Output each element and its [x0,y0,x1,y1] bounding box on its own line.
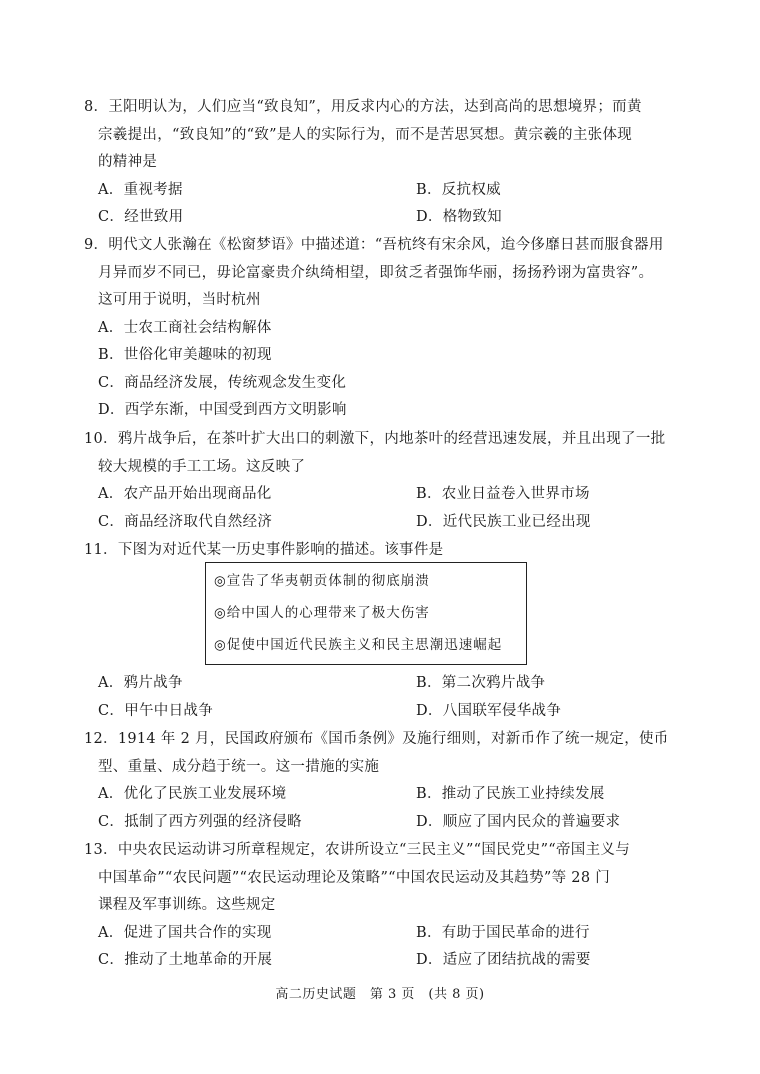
question-8-option-d[interactable]: D．格物致知 [416,209,502,225]
question-12-option-a[interactable]: A．优化了民族工业发展环境 [98,786,287,802]
question-9-option-c[interactable]: C．商品经济发展，传统观念发生变化 [98,374,347,391]
question-13-options-row-2 [98,947,688,975]
question-13-options-row-1 [98,920,688,948]
question-12-option-d[interactable]: D．顺应了国内民众的普遍要求 [416,813,621,830]
question-8 [84,94,688,232]
question-9-option-row-b [98,342,688,370]
question-13-option-a[interactable]: A．促进了国共合作的实现 [98,924,272,941]
question-9-line-2: 月异而岁不同已，毋论富豪贵介纨绮相望，即贫乏者强饰华丽，扬扬矜诩为富贵容”。 [98,264,654,281]
question-11-options-row-2 [98,698,688,726]
question-10-option-d[interactable]: D．近代民族工业已经出现 [416,513,591,530]
question-12-options-row-2 [98,809,688,837]
question-10-option-b[interactable]: B．农业日益卷入世界市场 [416,486,590,502]
question-13-option-c[interactable]: C．推动了土地革命的开展 [98,952,273,968]
page-footer: 高二历史试题 第 3 页 (共 8 页) [275,987,485,1002]
question-12-options-row-1 [98,781,688,809]
question-13-option-b[interactable]: B．有助于国民革命的进行 [416,924,590,941]
question-10-option-a[interactable]: A．农产品开始出现商品化 [98,486,272,502]
question-8-options-row-2 [98,204,688,232]
question-9-option-row-d [98,397,688,425]
question-12-option-c[interactable]: C．抵制了西方列强的经济侵略 [98,813,302,830]
question-11-line-1: 11．下图为对近代某一历史事件影响的描述。该事件是 [84,542,444,558]
question-11-figure-box [205,562,527,665]
figure-box-item-1: ◎宣告了华夷朝贡体制的彻底崩溃 [214,573,430,589]
question-9-line-3: 这可用于说明，当时杭州 [98,292,261,308]
question-10-line-1: 10．鸦片战争后，在茶叶扩大出口的刺激下，内地茶叶的经营迅速发展，并且出现了一批 [84,431,666,447]
question-9 [84,232,688,425]
question-9-option-a[interactable]: A．士农工商社会结构解体 [98,319,272,336]
question-11-option-c[interactable]: C．甲午中日战争 [98,702,213,719]
question-9-option-b[interactable]: B．世俗化审美趣味的初现 [98,347,272,363]
question-8-line-2: 宗羲提出，“致良知”的“致”是人的实际行为，而不是苦思冥想。黄宗羲的主张体现 [98,126,633,143]
question-10-options-row-1 [98,481,688,509]
question-8-line-3: 的精神是 [98,154,158,170]
question-9-line-1: 9．明代文人张瀚在《松窗梦语》中描述道：“吾杭终有宋余风，迨今侈靡日甚而服食器用 [84,237,664,253]
question-9-option-row-a [98,315,688,343]
question-13 [84,837,688,975]
question-11-option-d[interactable]: D．八国联军侵华战争 [416,702,562,719]
question-11-option-b[interactable]: B．第二次鸦片战争 [416,675,546,691]
question-10-line-2: 较大规模的手工工场。这反映了 [98,458,306,475]
question-11 [84,537,688,565]
question-10-option-c[interactable]: C．商品经济取代自然经济 [98,513,273,530]
question-13-line-3: 课程及军事训练。这些规定 [98,897,276,913]
question-12-option-b[interactable]: B．推动了民族工业持续发展 [416,786,605,802]
question-12 [84,726,688,836]
question-8-line-1: 8．王阳明认为，人们应当“致良知”，用反求内心的方法，达到高尚的思想境界；而黄 [84,99,642,115]
question-11-option-a[interactable]: A．鸦片战争 [98,675,183,691]
question-11-options-row-1 [98,670,688,698]
figure-box-item-3: ◎促使中国近代民族主义和民主思潮迅速崛起 [214,637,503,653]
question-8-options-row-1 [98,177,688,205]
question-10-options-row-2 [98,509,688,537]
question-12-line-2: 型、重量、成分趋于统一。这一措施的实施 [98,758,380,775]
question-12-line-1: 12．1914 年 2 月，民国政府颁布《国币条例》及施行细则，对新币作了统一规定，使币 [84,731,669,747]
figure-box-item-2: ◎给中国人的心理带来了极大伤害 [214,605,430,621]
question-13-line-2: 中国革命”“农民问题”“农民运动理论及策略”“中国农民运动及其趋势”等 28 门 [98,869,611,886]
question-9-option-row-c [98,370,688,398]
question-8-option-b[interactable]: B．反抗权威 [416,181,501,198]
question-9-option-d[interactable]: D．西学东渐，中国受到西方文明影响 [98,402,347,418]
question-13-option-d[interactable]: D．适应了团结抗战的需要 [416,952,591,968]
question-8-option-a[interactable]: A．重视考据 [98,181,183,198]
question-10 [84,426,688,536]
question-8-option-c[interactable]: C．经世致用 [98,209,184,225]
question-11-options [98,670,688,725]
question-13-line-1: 13．中央农民运动讲习所章程规定，农讲所设立“三民主义”“国民党史”“帝国主义与 [84,842,631,858]
